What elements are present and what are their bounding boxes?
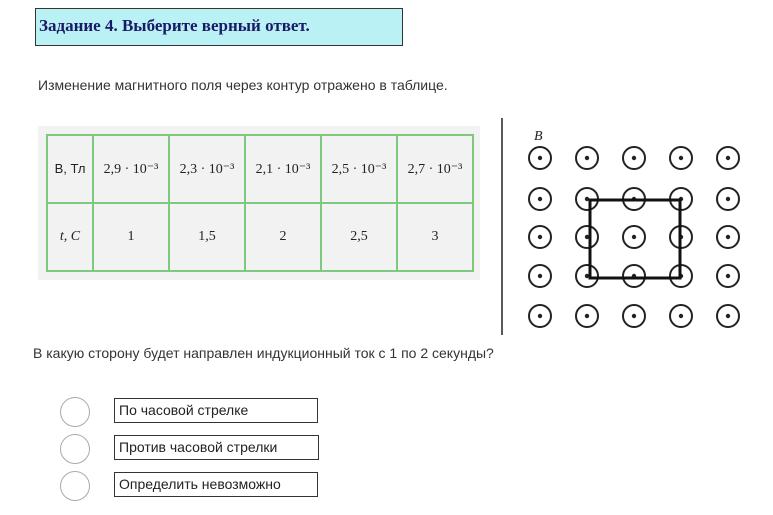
field-out-of-page-icon xyxy=(529,188,551,210)
magnetic-field-figure xyxy=(500,118,762,335)
table-cell: 2 xyxy=(245,203,321,271)
field-out-of-page-icon xyxy=(717,265,739,287)
table-cell: 1,5 xyxy=(169,203,245,271)
field-out-of-page-icon xyxy=(670,305,692,327)
answer-label[interactable]: Против часовой стрелки xyxy=(114,435,319,460)
table-cell: 2,9 · 10⁻³ xyxy=(93,135,169,203)
table-cell: 2,3 · 10⁻³ xyxy=(169,135,245,203)
field-out-of-page-icon xyxy=(623,265,645,287)
field-out-of-page-icon xyxy=(717,226,739,248)
table-row-b xyxy=(47,135,473,203)
field-out-of-page-icon xyxy=(576,305,598,327)
table-cell: 1 xyxy=(93,203,169,271)
radio-button[interactable] xyxy=(60,397,90,427)
table-cell: 2,7 · 10⁻³ xyxy=(397,135,473,203)
field-out-of-page-icon xyxy=(717,188,739,210)
field-out-of-page-icon xyxy=(623,226,645,248)
field-out-of-page-icon xyxy=(529,147,551,169)
table-cell: 2,5 · 10⁻³ xyxy=(321,135,397,203)
field-vector-label: B⃗ xyxy=(534,129,554,144)
answer-label[interactable]: Определить невозможно xyxy=(114,472,318,497)
table-cell: 2,5 xyxy=(321,203,397,271)
question-text: В какую сторону будет направлен индукционный ток с 1 по 2 секунды? xyxy=(33,345,494,361)
field-out-of-page-icon xyxy=(529,265,551,287)
field-out-of-page-icon xyxy=(670,147,692,169)
field-out-of-page-icon xyxy=(717,305,739,327)
table-row-t xyxy=(47,203,473,271)
data-table-container xyxy=(38,126,480,280)
radio-button[interactable] xyxy=(60,471,90,501)
radio-button[interactable] xyxy=(60,434,90,464)
field-out-of-page-icon xyxy=(576,265,598,287)
field-out-of-page-icon xyxy=(529,226,551,248)
table-header-t: t, C xyxy=(47,203,93,271)
table-header-b: B, Тл xyxy=(47,135,93,203)
field-out-of-page-icon xyxy=(623,147,645,169)
data-table xyxy=(46,134,474,272)
table-cell: 2,1 · 10⁻³ xyxy=(245,135,321,203)
field-out-of-page-icon xyxy=(576,147,598,169)
field-out-of-page-icon xyxy=(576,226,598,248)
conductor-loop xyxy=(590,200,680,278)
intro-text: Изменение магнитного поля через контур отражено в таблице. xyxy=(38,77,448,93)
field-out-of-page-icon xyxy=(717,147,739,169)
table-cell: 3 xyxy=(397,203,473,271)
field-out-of-page-icon xyxy=(529,305,551,327)
field-out-of-page-icon xyxy=(623,305,645,327)
answer-label[interactable]: По часовой стрелке xyxy=(114,398,318,423)
task-title: Задание 4. Выберите верный ответ. xyxy=(35,8,403,46)
